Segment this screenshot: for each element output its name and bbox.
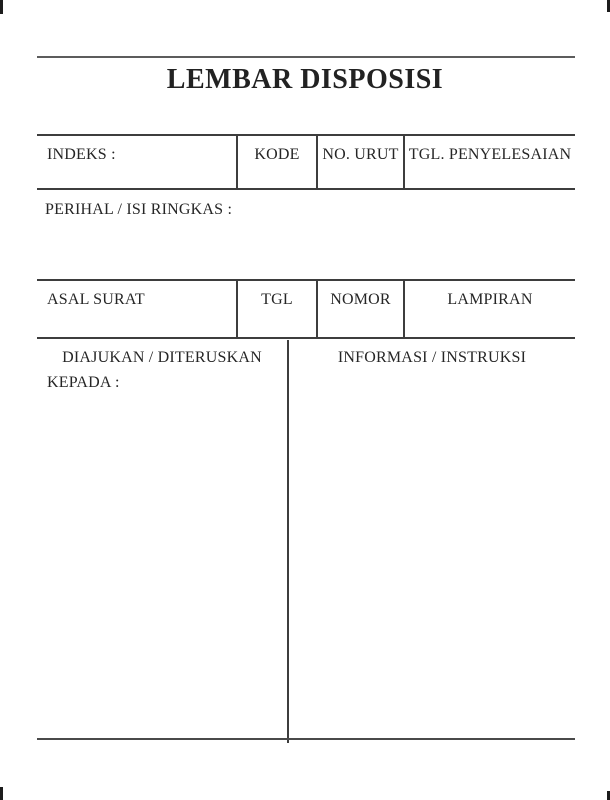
diajukan-header-line2: KEPADA : [47,374,120,391]
no-urut-label: NO. URUT [322,146,399,163]
lampiran-label: LAMPIRAN [447,291,533,308]
diajukan-fill-area [37,398,287,738]
indeks-label: INDEKS : [47,146,116,163]
tgl-label: TGL [261,291,293,308]
lampiran-cell [403,281,575,337]
tgl-penyelesaian-label: TGL. PENYELESAIAN [408,146,572,163]
no-urut-cell [316,136,403,188]
nomor-label: NOMOR [330,291,391,308]
indeks-cell [37,136,236,188]
index-row [37,134,575,190]
diajukan-header-line1: DIAJUKAN / DITERUSKAN [62,349,262,366]
crop-mark-top-left [0,0,3,14]
top-rule [37,56,575,58]
surat-row [37,279,575,339]
bottom-rule [37,738,575,740]
perihal-label: PERIHAL / ISI RINGKAS : [45,201,233,218]
asal-surat-label: ASAL SURAT [47,291,145,308]
informasi-header: INFORMASI / INSTRUKSI [337,349,527,366]
page-title: LEMBAR DISPOSISI [166,64,444,95]
asal-surat-cell [37,281,236,337]
crop-mark-bottom-left [0,787,3,800]
tgl-penyelesaian-cell [403,136,575,188]
kode-cell [236,136,316,188]
tgl-cell [236,281,316,337]
perihal-fill-area [37,226,575,278]
kode-label: KODE [254,146,300,163]
nomor-cell [316,281,403,337]
informasi-fill-area [289,374,575,738]
